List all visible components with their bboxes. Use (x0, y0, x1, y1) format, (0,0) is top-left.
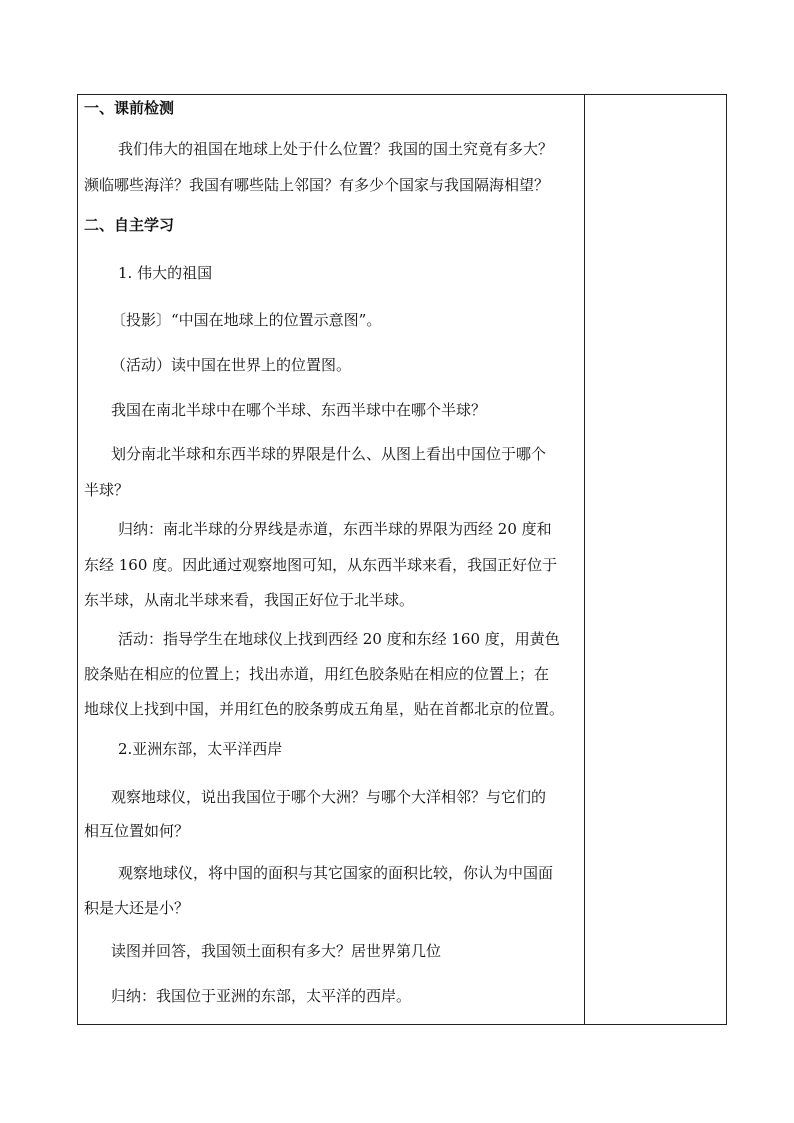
pre-check-paragraph-line2: 濒临哪些海洋？我国有哪些陆上邻国？有多少个国家与我国隔海相望？ (84, 176, 550, 194)
summary-hemisphere-line2: 东经 160 度。因此通过观察地图可知，从东西半球来看，我国正好位于 (84, 556, 558, 574)
question-continent-line2: 相互位置如何？ (84, 822, 190, 840)
subheading-east-asia: 2.亚洲东部，太平洋西岸 (118, 740, 283, 758)
section-heading-self-study: 二、自主学习 (84, 216, 175, 234)
pre-check-paragraph-line1: 我们伟大的祖国在地球上处于什么位置？我国的国土究竟有多大？ (118, 140, 554, 158)
question-continent-line1: 观察地球仪，说出我国位于哪个大洲？与哪个大洋相邻？与它们的 (111, 788, 547, 806)
question-boundaries-line1: 划分南北半球和东西半球的界限是什么、从图上看出中国位于哪个 (111, 445, 547, 463)
question-hemisphere: 我国在南北半球中在哪个半球、东西半球中在哪个半球？ (111, 401, 487, 419)
question-boundaries-line2: 半球？ (84, 481, 130, 499)
projection-note: 〔投影〕“中国在地球上的位置示意图”。 (111, 311, 382, 329)
activity-globe-line2: 胶条贴在相应的位置上；找出赤道，用红色胶条贴在相应的位置上；在 (84, 665, 550, 683)
question-area-compare-line2: 积是大还是小？ (84, 899, 190, 917)
summary-location: 归纳：我国位于亚洲的东部，太平洋的西岸。 (111, 987, 412, 1005)
subheading-great-motherland: 1. 伟大的祖国 (118, 264, 213, 282)
summary-hemisphere-line3: 东半球，从南北半球来看，我国正好位于北半球。 (84, 591, 415, 609)
question-territory-area: 读图并回答，我国领土面积有多大？居世界第几位 (111, 942, 442, 960)
summary-hemisphere-line1: 归纳：南北半球的分界线是赤道，东西半球的界限为西经 20 度和 (118, 520, 552, 538)
question-area-compare-line1: 观察地球仪，将中国的面积与其它国家的面积比较，你认为中国面 (118, 864, 554, 882)
column-divider (584, 94, 585, 1025)
activity-globe-line1: 活动：指导学生在地球仪上找到西经 20 度和东经 160 度，用黄色 (118, 630, 560, 648)
activity-globe-line3: 地球仪上找到中国，并用红色的胶条剪成五角星，贴在首都北京的位置。 (84, 700, 565, 718)
activity-read-map: （活动）读中国在世界上的位置图。 (111, 356, 352, 374)
section-heading-pre-check: 一、课前检测 (84, 99, 175, 117)
